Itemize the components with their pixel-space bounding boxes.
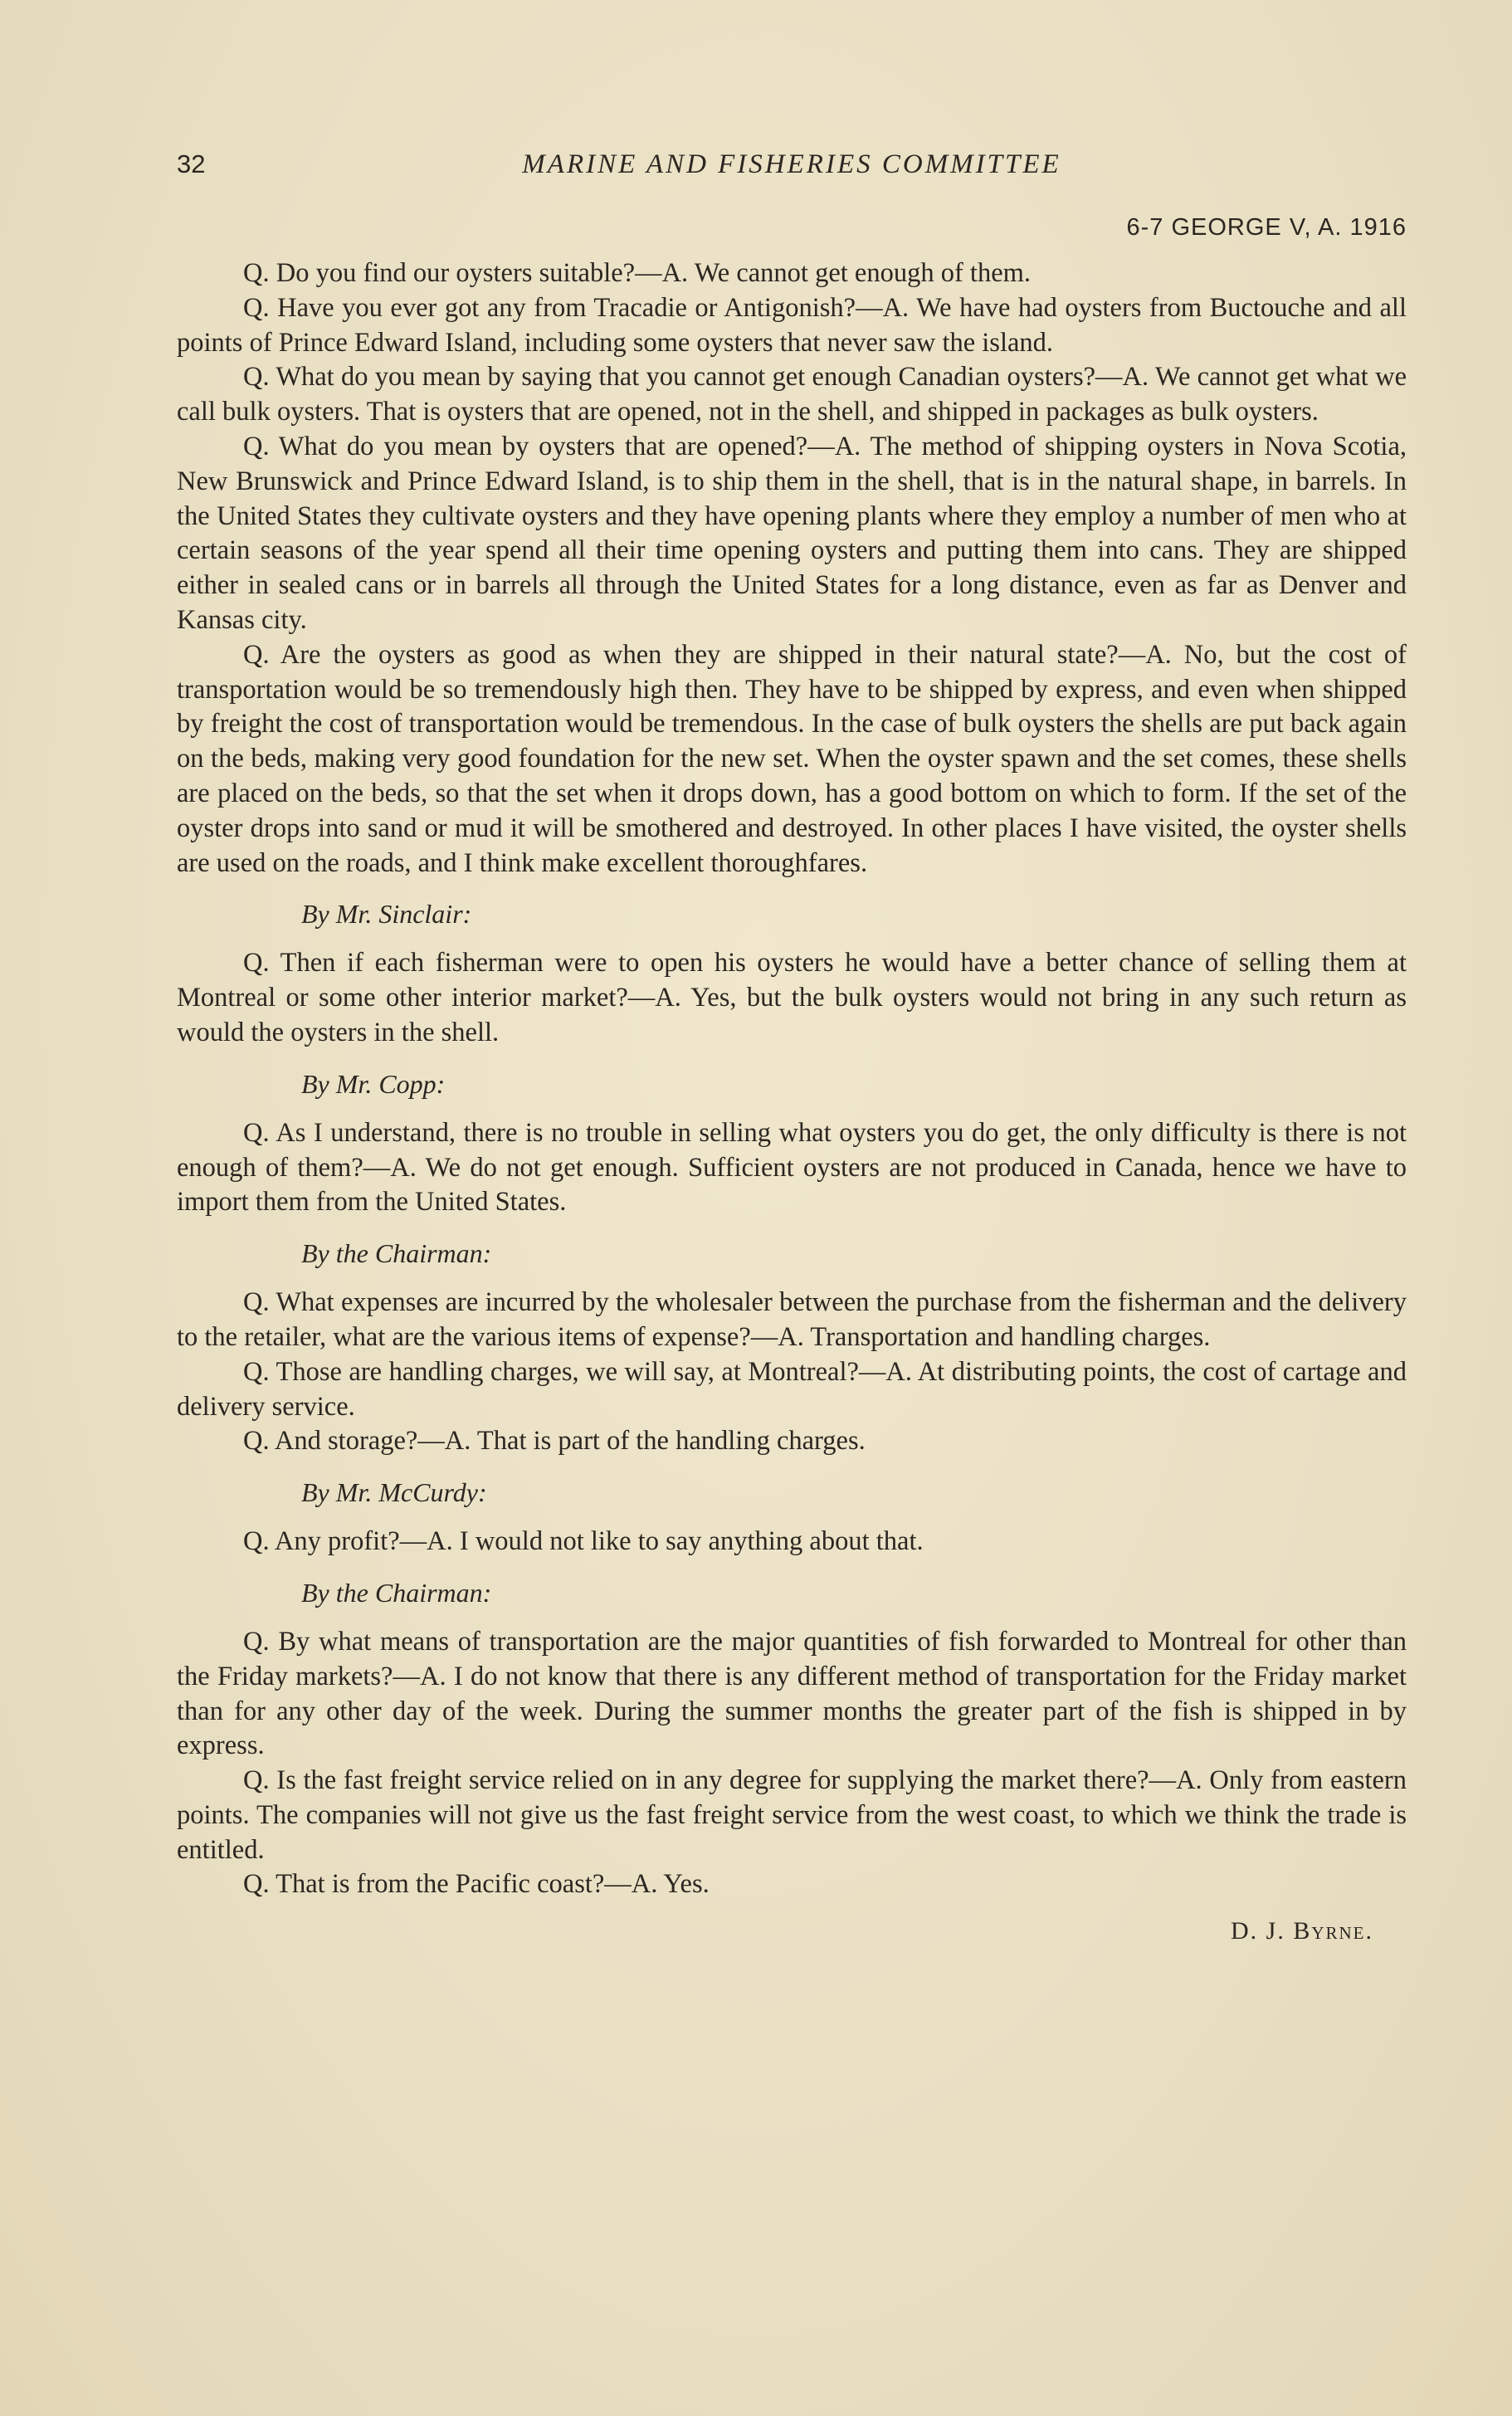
testimony-paragraph: Q. Those are handling charges, we will say, at Montreal?—A. At distributing points, the cost of cartage and delivery service. [177, 1356, 1407, 1422]
speaker-heading: By Mr. Sinclair: [301, 899, 472, 930]
testimony-paragraph: Q. Have you ever got any from Tracadie or Antigonish?—A. We have had oysters from Buctouche and all points of Prince Edward Island, including some oysters that never saw the island. [177, 292, 1407, 358]
testimony-paragraph: Q. What do you mean by oysters that are opened?—A. The method of shipping oysters in Nova Scotia, New Brunswick and Prince Edward Island, is to ship them in the shell, that is in the natural shape, in barrels. In the United States they cultivate oysters and they have opening plants where they employ a number of men who at certain seasons of the year spend all their time opening oysters and putting them into cans. They are shipped either in sealed cans or in barrels all through the United States for a long distance, even as far as Denver and Kansas city. [177, 431, 1407, 635]
testimony-paragraph: Q. Then if each fisherman were to open his oysters he would have a better chance of selling them at Montreal or some other interior market?—A. Yes, but the bulk oysters would not bring in any such return as would the oysters in the shell. [177, 948, 1407, 1047]
testimony-paragraph: Q. Are the oysters as good as when they are shipped in their natural state?—A. No, but the cost of transportation would be so tremendously high then. They have to be shipped by express, and even when shipped by freight the cost of transportation would be tremendous. In the case of bulk oysters the shells are put back again on the beds, making very good foundation for the new set. When the oyster spawn and the set comes, these shells are placed on the beds, so that the set when it drops down, has a good bottom on which to form. If the set of the oyster drops into sand or mud it will be smothered and destroyed. In other places I have visited, the oyster shells are used on the roads, and I think make excellent thoroughfares. [177, 639, 1407, 878]
session-label: 6-7 GEORGE V, A. 1916 [1126, 214, 1407, 241]
speaker-heading: By the Chairman: [301, 1577, 492, 1608]
testimony-paragraph: Q. What do you mean by saying that you cannot get enough Canadian oysters?—A. We cannot get what we call bulk oysters. That is oysters that are opened, not in the shell, and shipped in packages as bulk oysters. [177, 362, 1407, 427]
document-page [177, 141, 1407, 1945]
testimony-paragraph: Q. Do you find our oysters suitable?—A. We cannot get enough of them. [243, 258, 1032, 288]
document-body [177, 256, 1407, 1902]
page-number: 32 [177, 149, 206, 178]
speaker-heading: By the Chairman: [301, 1238, 492, 1269]
testimony-paragraph: Q. That is from the Pacific coast?—A. Yes. [243, 1869, 710, 1900]
page-header [177, 141, 1407, 199]
speaker-heading: By Mr. McCurdy: [301, 1477, 487, 1508]
testimony-paragraph: Q. Any profit?—A. I would not like to say anything about that. [243, 1526, 924, 1557]
testimony-paragraph: Q. Is the fast freight service relied on in any degree for supplying the market there?—A. Only from eastern points. The companies will not give us the fast freight service from the west coast, to which we think the trade is entitled. [177, 1765, 1407, 1865]
testimony-paragraph: Q. And storage?—A. That is part of the handling charges. [243, 1426, 866, 1457]
running-title: MARINE AND FISHERIES COMMITTEE [522, 149, 1061, 179]
testimony-paragraph: Q. By what means of transportation are the major quantities of fish forwarded to Montreal for other than the Friday markets?—A. I do not know that there is any different method of transportation for the Friday market than for any other day of the week. During the summer months the greater part of the fish is shipped in by express. [177, 1626, 1407, 1761]
speaker-heading: By Mr. Copp: [301, 1068, 446, 1099]
testimony-paragraph: Q. As I understand, there is no trouble in selling what oysters you do get, the only difficulty is there is not enough of them?—A. We do not get enough. Sufficient oysters are not produced in Canada, hence we have to import them from the United States. [177, 1117, 1407, 1218]
testimony-paragraph: Q. What expenses are incurred by the wholesaler between the purchase from the fisherman and the delivery to the retailer, what are the various items of expense?—A. Transportation and handling charges. [177, 1287, 1407, 1352]
signature: D. J. Byrne. [1230, 1917, 1373, 1945]
